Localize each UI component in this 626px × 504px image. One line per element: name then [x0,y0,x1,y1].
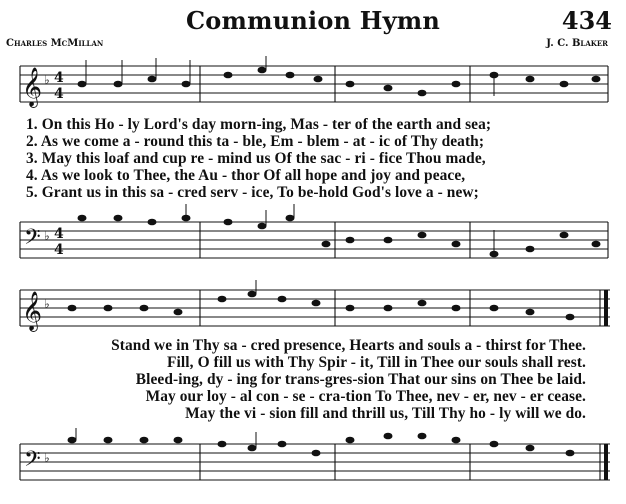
verse-4-line-2: May our loy - al con - se - cra-tion To Thee, nev - er, nev - er cease. [145,388,586,405]
composer-credit: J. C. Blaker [546,38,608,49]
flat-icon: ♭ [44,229,50,243]
hymn-title: Communion Hymn [186,6,440,35]
time-signature-top: 4 [54,70,64,86]
flat-icon: ♭ [44,73,50,87]
verse-2-line-1: 2. As we come a - round this ta - ble, Em - blem - at - ic of Thy death; [26,133,485,150]
svg-text:4: 4 [54,226,64,242]
verse-2-line-2: Fill, O fill us with Thy Spir - it, Till in Thee our souls shall rest. [167,354,586,371]
hymn-number: 434 [561,6,612,35]
verse-3-line-1: 3. May this loaf and cup re - mind us Of the sac - ri - fice Thou made, [26,150,486,167]
treble-clef-icon: 𝄞 [22,67,43,107]
verse-1-line-1: 1. On this Ho - ly Lord's day morn-ing, Mas - ter of the earth and sea; [26,116,492,133]
treble-clef-icon: 𝄞 [22,291,43,331]
verse-5-line-2: May the vi - sion fill and thrill us, Till Thy ho - ly will we do. [185,405,586,422]
flat-icon: ♭ [44,297,50,311]
treble-staff-system-2 [0,280,626,342]
author-credit: Charles McMillan [6,38,104,49]
verse-3-line-2: Bleed-ing, dy - ing for trans-gres-sion That our sins on Thee be laid. [135,371,586,388]
svg-text:4: 4 [54,242,64,258]
verse-5-line-1: 5. Grant us in this sa - cred serv - ice, To be-hold God's love a - new; [26,184,479,201]
verse-1-line-2: Stand we in Thy sa - cred presence, Hearts and souls a - thirst for Thee. [111,337,586,354]
verse-4-line-1: 4. As we look to Thee, the Au - thor Of all hope and joy and peace, [26,167,466,184]
bass-clef-icon: 𝄢 [24,447,41,477]
treble-staff-system-1 [0,54,626,116]
bass-staff-system-1 [0,204,626,270]
time-signature-bottom: 4 [54,86,64,102]
bass-staff-system-2 [0,428,626,498]
flat-icon: ♭ [44,451,50,465]
bass-clef-icon: 𝄢 [24,225,41,255]
